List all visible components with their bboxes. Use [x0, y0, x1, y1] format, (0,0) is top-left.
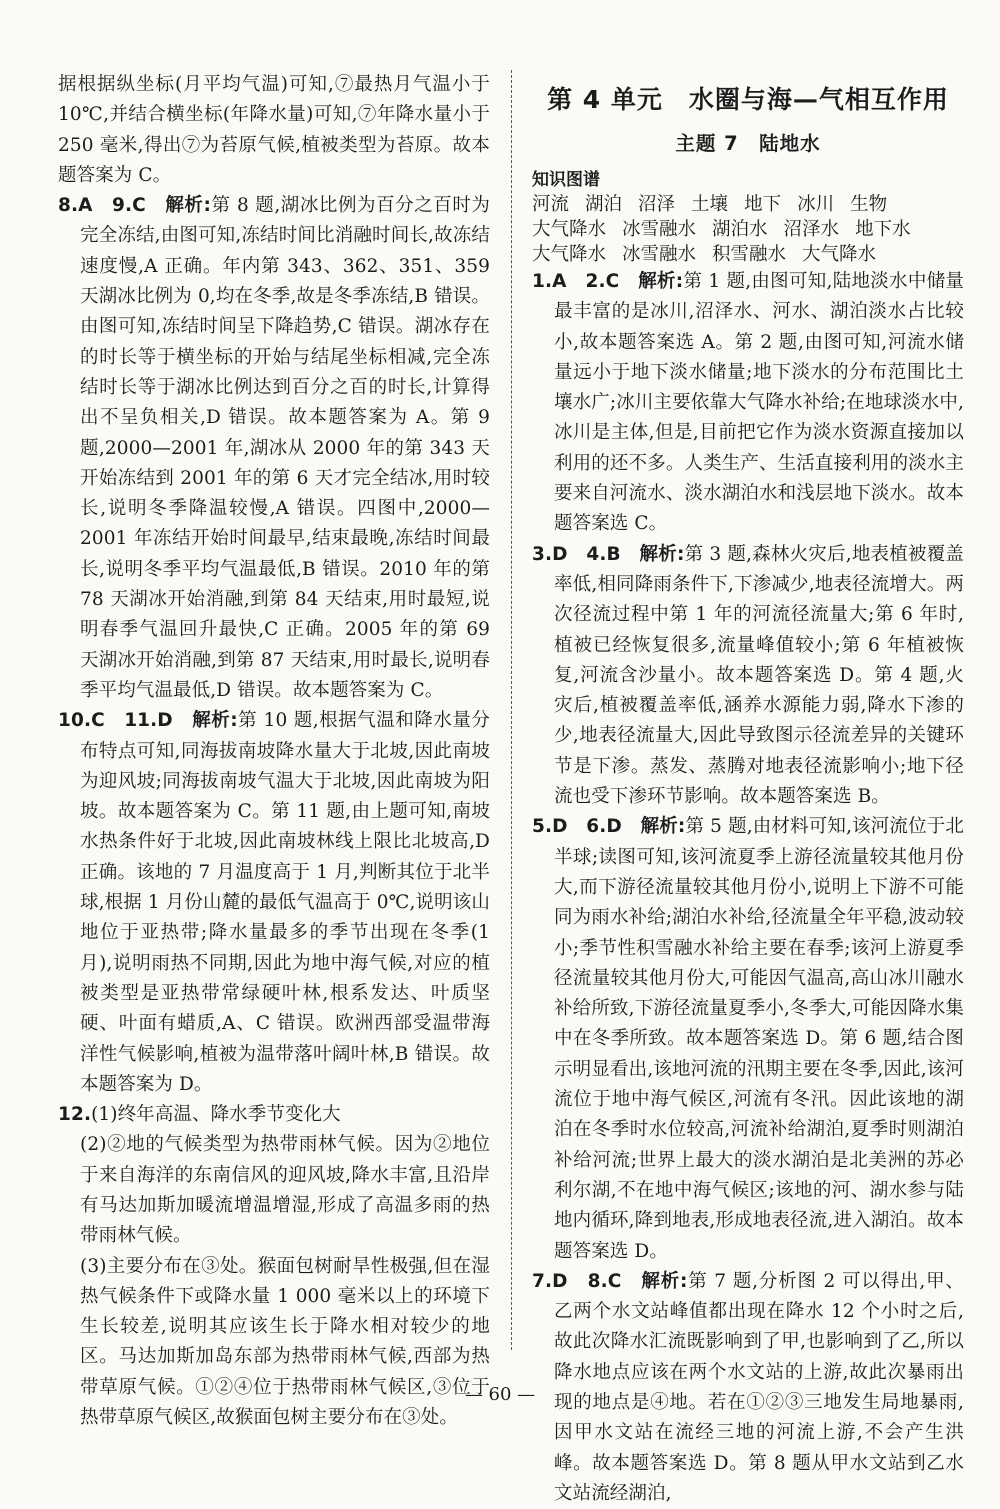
answer-label: 5.D 6.D — [532, 816, 622, 838]
answer-10-11 — [58, 706, 490, 1100]
analysis-label: 解析: — [192, 710, 238, 732]
paragraph-text: 第 3 题,森林火灾后,地表植被覆盖率低,相同降雨条件下,下渗减少,地表径流增大。两次径流过程中第 1 年的河流径流量大;第 6 年时,植被已经恢复很多,流量峰值较小;第 6 年植被恢复,河流含沙量小。故本题答案选 D。第 4 题,火灾后,植被覆盖率低,涵养水源能力弱,降水下渗的少,地表径流量大,因此导致图示径流差异的关键环节是下渗。蒸发、蒸腾对地表径流影响小;地下径流也受下渗环节影响。故本题答案选 B。 — [554, 543, 965, 808]
paragraph-text: 第 8 题,湖冰比例为百分之百时为完全冻结,由图可知,冻结时间比消融时间长,故冻结速度慢,A 正确。年内第 343、362、351、359 天湖冰比例为 0,均在冬季,故是冬季冻结,B 错误。由图可知,冻结时间呈下降趋势,C 错误。湖冰存在的时长等于横坐标的开始与结尾坐标相减,完全冻结时长等于湖冰比例达到百分之百的时长,计算得出不呈负相关,D 错误。故本题答案为 A。第 9 题,2000—2001 年,湖冰从 2000 年的第 343 天开始冻结到 2001 年的第 6 天才完全结冰,用时较长,说明冬季降温较慢,A 错误。四图中,2000—2001 年冻结开始时间最早,结束最晚,冻结时间最长,说明冬季平均气温最低,B 错误。2010 年的第 78 天湖冰开始消融,到第 84 天结束,用时最短,说明春季气温回升最快,C 正确。2005 年的第 69 天湖冰开始消融,到第 87 天结束,用时最长,说明春季平均气温最低,D 错误。故本题答案为 C。 — [80, 195, 490, 701]
answer-label: 7.D 8.C — [532, 1270, 622, 1292]
paragraph-text: 第 1 题,由图可知,陆地淡水中储量最丰富的是冰川,沼泽水、河水、湖泊淡水占比较小,故本题答案选 A。第 2 题,由图可知,河流水储量远小于地下淡水储量;地下淡水的分布范围比土壤水广;冰川主要依靠大气降水补给;在地球淡水中,冰川是主体,但是,目前把它作为淡水资源直接加以利用的还不多。人类生产、生活直接利用的淡水主要来自河流水、淡水湖泊水和浅层地下淡水。故本题答案选 C。 — [554, 271, 964, 535]
term: 大气降水 — [802, 244, 877, 265]
term: 沼泽水 — [783, 219, 840, 240]
paragraph-text: (2)②地的气候类型为热带雨林气候。因为②地位于来自海洋的东南信风的迎风坡,降水丰富,且沿岸有马达加斯加暖流增温增湿,形成了高温多雨的热带雨林气候。 — [80, 1134, 490, 1247]
analysis-label: 解析: — [641, 1270, 688, 1292]
term-row — [532, 217, 964, 242]
term: 地下 — [744, 194, 782, 215]
term: 沼泽 — [638, 194, 676, 215]
paragraph-text: 第 5 题,由材料可知,该河流位于北半球;读图可知,该河流夏季上游径流量较其他月份大,而下游径流量较其他月份小,说明上下游不可能同为雨水补给;湖泊水补给,径流量全年平稳,波动较小;季节性积雪融水补给主要在春季;该河上游夏季径流量较其他月份大,可能因气温高,高山冰川融水补给所致,下游径流量夏季小,冬季大,可能因降水集中在冬季所致。故本题答案选 D。第 6 题,结合图示明显看出,该地河流的汛期主要在冬季,因此,该河流位于地中海气候区,河流有冬汛。因此该地的湖泊在冬季时水位较高,河流补给湖泊,夏季时则湖泊补给河流;世界上最大的淡水湖泊是北美洲的苏必利尔湖,不在地中海气候区;该地的河、湖水参与陆地内循环,降到地表,形成地表径流,进入湖泊。故本题答案选 D。 — [554, 816, 965, 1262]
answer-3-4 — [532, 540, 964, 813]
paragraph-text: 第 10 题,根据气温和降水量分布特点可知,同海拔南坡降水量大于北坡,因此南坡为迎风坡;同海拔南坡气温大于北坡,因此南坡为阳坡。故本题答案为 C。第 11 题,由上题可知,南坡水热条件好于北坡,因此南坡林线上限比北坡高,D 正确。该地的 7 月温度高于 1 月,判断其位于北半球,根据 1 月份山麓的最低气温高于 0℃,说明该山地位于亚热带;降水量最多的季节出现在冬季(1 月),说明雨热不同期,因此为地中海气候,对应的植被类型是亚热带常绿硬叶林,根系发达、叶质坚硬、叶面有蜡质,A、C 错误。欧洲西部受温带海洋性气候影响,植被为温带落叶阔叶林,B 错误。故本题答案为 D。 — [80, 710, 490, 1095]
term: 大气降水 — [532, 219, 607, 240]
left-column — [58, 70, 490, 1433]
answer-label: 12. — [58, 1104, 92, 1126]
term: 冰川 — [797, 194, 835, 215]
term: 土壤 — [691, 194, 729, 215]
term: 冰雪融水 — [622, 244, 697, 265]
knowledge-map-title: 知识图谱 — [532, 170, 600, 190]
answer-label: 10.C 11.D — [58, 710, 173, 732]
term: 湖泊水 — [712, 219, 768, 240]
paragraph-text: 据根据纵坐标(月平均气温)可知,⑦最热月气温小于 10℃,并结合横坐标(年降水量)可知,⑦年降水量小于 250 毫米,得出⑦为苔原气候,植被类型为苔原。故本题答案为 C。 — [58, 74, 490, 186]
term: 大气降水 — [532, 244, 607, 265]
answer-label: 1.A 2.C — [532, 271, 620, 292]
right-column — [532, 70, 964, 1509]
paragraph-text: (1)终年高温、降水季节变化大 — [91, 1104, 341, 1126]
analysis-label: 解析: — [165, 195, 211, 217]
paragraph-continuation — [58, 70, 490, 191]
answer-8-9 — [58, 191, 490, 706]
topic-title: 主题 7 陆地水 — [675, 132, 821, 155]
answer-label: 8.A 9.C — [58, 195, 146, 217]
analysis-label: 解析: — [638, 271, 684, 292]
page-number: — 60 — — [464, 1384, 536, 1405]
term-row — [532, 192, 964, 217]
knowledge-map-terms — [532, 192, 964, 267]
term: 积雪融水 — [712, 244, 787, 265]
term-row — [532, 242, 964, 267]
answer-5-6 — [532, 812, 964, 1266]
term: 冰雪融水 — [622, 219, 697, 240]
answer-12-part1 — [58, 1100, 490, 1130]
term: 河流 — [532, 194, 570, 215]
paragraph-text: 第 7 题,分析图 2 可以得出,甲、乙两个水文站峰值都出现在降水 12 个小时之后,故此次降水汇流既影响到了甲,也影响到了乙,所以降水地点应该在两个水文站的上游,故此次暴雨出现的地点是④地。若在①②③三地发生局地暴雨,因甲水文站在流经三地的河流上游,不会产生洪峰。故本题答案选 D。第 8 题从甲水文站到乙水文站流经湖泊, — [554, 1270, 964, 1504]
analysis-label: 解析: — [639, 543, 685, 565]
term: 地下水 — [855, 219, 911, 240]
answer-label: 3.D 4.B — [532, 543, 621, 565]
term: 湖泊 — [585, 194, 623, 215]
analysis-label: 解析: — [640, 816, 686, 838]
term: 生物 — [850, 194, 888, 215]
unit-title: 第 4 单元 水圈与海—气相互作用 — [547, 85, 949, 114]
column-divider — [511, 70, 512, 1350]
paragraph-text: (3)主要分布在③处。猴面包树耐旱性极强,但在湿热气候条件下或降水量 1 000 毫米以上的环境下生长较差,说明其应该生长于降水相对较少的地区。马达加斯加岛东部为热带雨林气候,西部为热带草原气候。①②④位于热带雨林气候区,③位于热带草原气候区,故猴面包树主要分布在③处。 — [80, 1255, 490, 1429]
answer-12-part3 — [58, 1252, 490, 1434]
answer-12-part2 — [58, 1130, 490, 1251]
answer-1-2 — [532, 267, 964, 540]
